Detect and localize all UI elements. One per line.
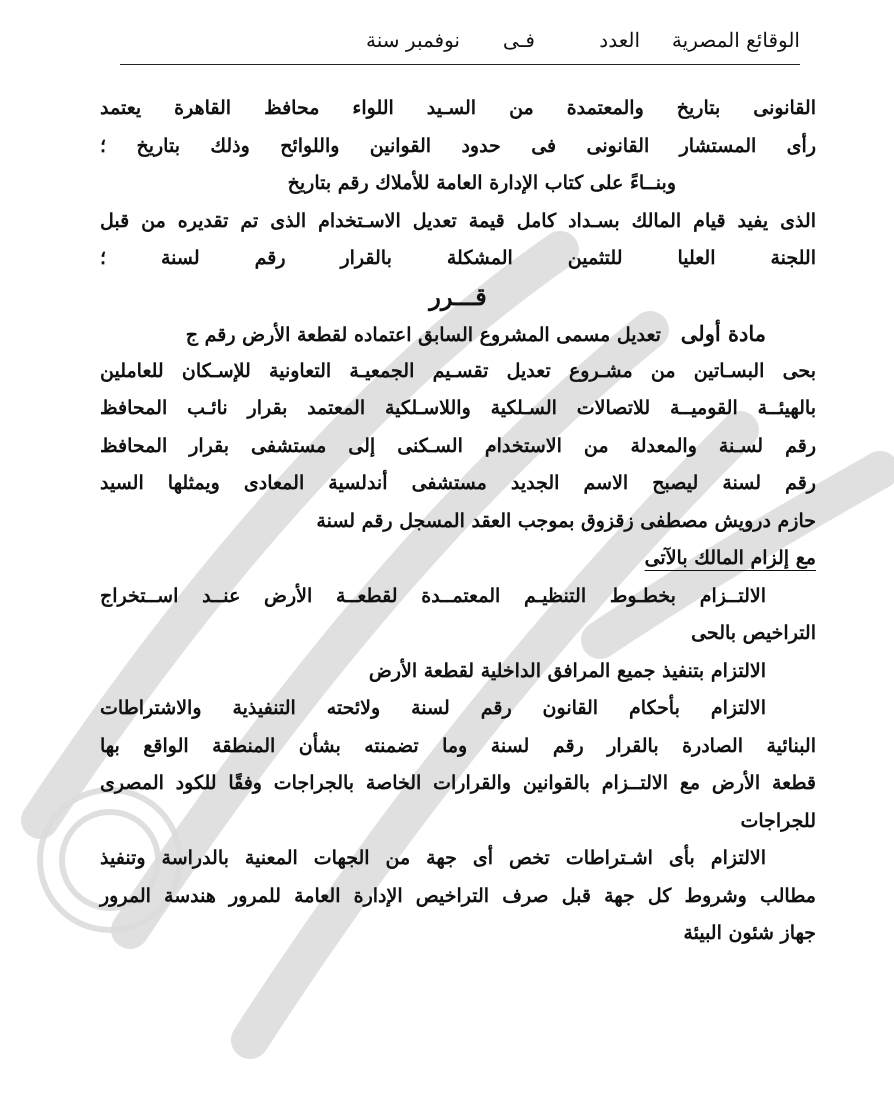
- body-line: اللجنة العليا للتثمين المشكلة بالقرار رقم لسنة ؛: [100, 247, 816, 269]
- obligation-heading: مع إلزام المالك بالآتى: [644, 547, 816, 569]
- body-line: وبنــاءً على كتاب الإدارة العامة للأملاك رقم بتاريخ: [287, 172, 676, 194]
- obligation-line: البنائية الصادرة بالقرار رقم لسنة وما تضمنته بشأن المنطقة الواقع بها: [100, 734, 816, 757]
- obligation-line: مطالب وشروط كل جهة قبل صرف التراخيص الإدارة العامة للمرور هندسة المرور: [100, 884, 816, 907]
- decision-title: قـــرر: [429, 281, 487, 311]
- article-first-line: [100, 315, 816, 353]
- article-line: بالهيئــة القوميــة للاتصالات السـلكية واللاسـلكية المعتمد بقرار نائـب المحافظ: [100, 397, 816, 419]
- body-line: القانونى بتاريخ والمعتمدة من السـيد اللواء محافظ القاهرة يعتمد: [100, 97, 816, 119]
- obligation-line: الالتزام بأحكام القانون رقم لسنة ولائحته التنفيذية والاشتراطات: [100, 697, 766, 719]
- obligation-line: للجراجات: [740, 809, 816, 832]
- article-label: مادة أولى: [680, 321, 766, 346]
- issue-label: العدد: [599, 28, 640, 52]
- body-line: الذى يفيد قيام المالك بسـداد كامل قيمة تعديل الاسـتخدام الذى تم تقديره من قبل: [100, 209, 816, 232]
- obligation-line: جهاز شئون البيئة: [683, 922, 816, 944]
- date-label: نوفمبر سنة: [366, 28, 460, 52]
- header-divider: [120, 64, 800, 65]
- article-line: حازم درويش مصطفى زقزوق بموجب العقد المسجل رقم لسنة: [316, 509, 816, 532]
- in-label: فـى: [502, 28, 535, 52]
- page-header: [120, 22, 800, 58]
- article-line: رقم لسـنة والمعدلة من الاستخدام السـكنى إلى مستشفى بقرار المحافظ: [100, 434, 816, 457]
- publication-name: الوقائع المصرية: [671, 28, 800, 52]
- article-text: تعديل مسمى المشروع السابق اعتماده لقطعة الأرض رقم ج: [185, 324, 661, 346]
- document-body: [100, 90, 816, 953]
- obligation-line: الالتزام بتنفيذ جميع المرافق الداخلية لقطعة الأرض: [368, 659, 766, 682]
- obligation-line: الالتــزام بخطـوط التنظيـم المعتمــدة لقطعــة الأرض عنــد اســتخراج: [100, 584, 766, 607]
- obligation-line: الالتزام بأى اشـتراطات تخص أى جهة من الجهات المعنية بالدراسة وتنفيذ: [100, 847, 766, 869]
- obligation-line: قطعة الأرض مع الالتــزام بالقوانين والقرارات الخاصة بالجراجات وفقًا للكود المصرى: [100, 772, 816, 794]
- article-line: رقم لسنة ليصبح الاسم الجديد مستشفى أندلسية المعادى ويمثلها السيد: [100, 472, 816, 494]
- body-line: رأى المستشار القانونى فى حدود القوانين واللوائح وذلك بتاريخ ؛: [100, 134, 816, 157]
- article-line: بحى البسـاتين من مشـروع تعديل تقسـيم الجمعيـة التعاونية للإسـكان للعاملين: [100, 359, 816, 382]
- obligation-line: التراخيص بالحى: [691, 622, 816, 644]
- obligation-heading-line: [100, 540, 816, 578]
